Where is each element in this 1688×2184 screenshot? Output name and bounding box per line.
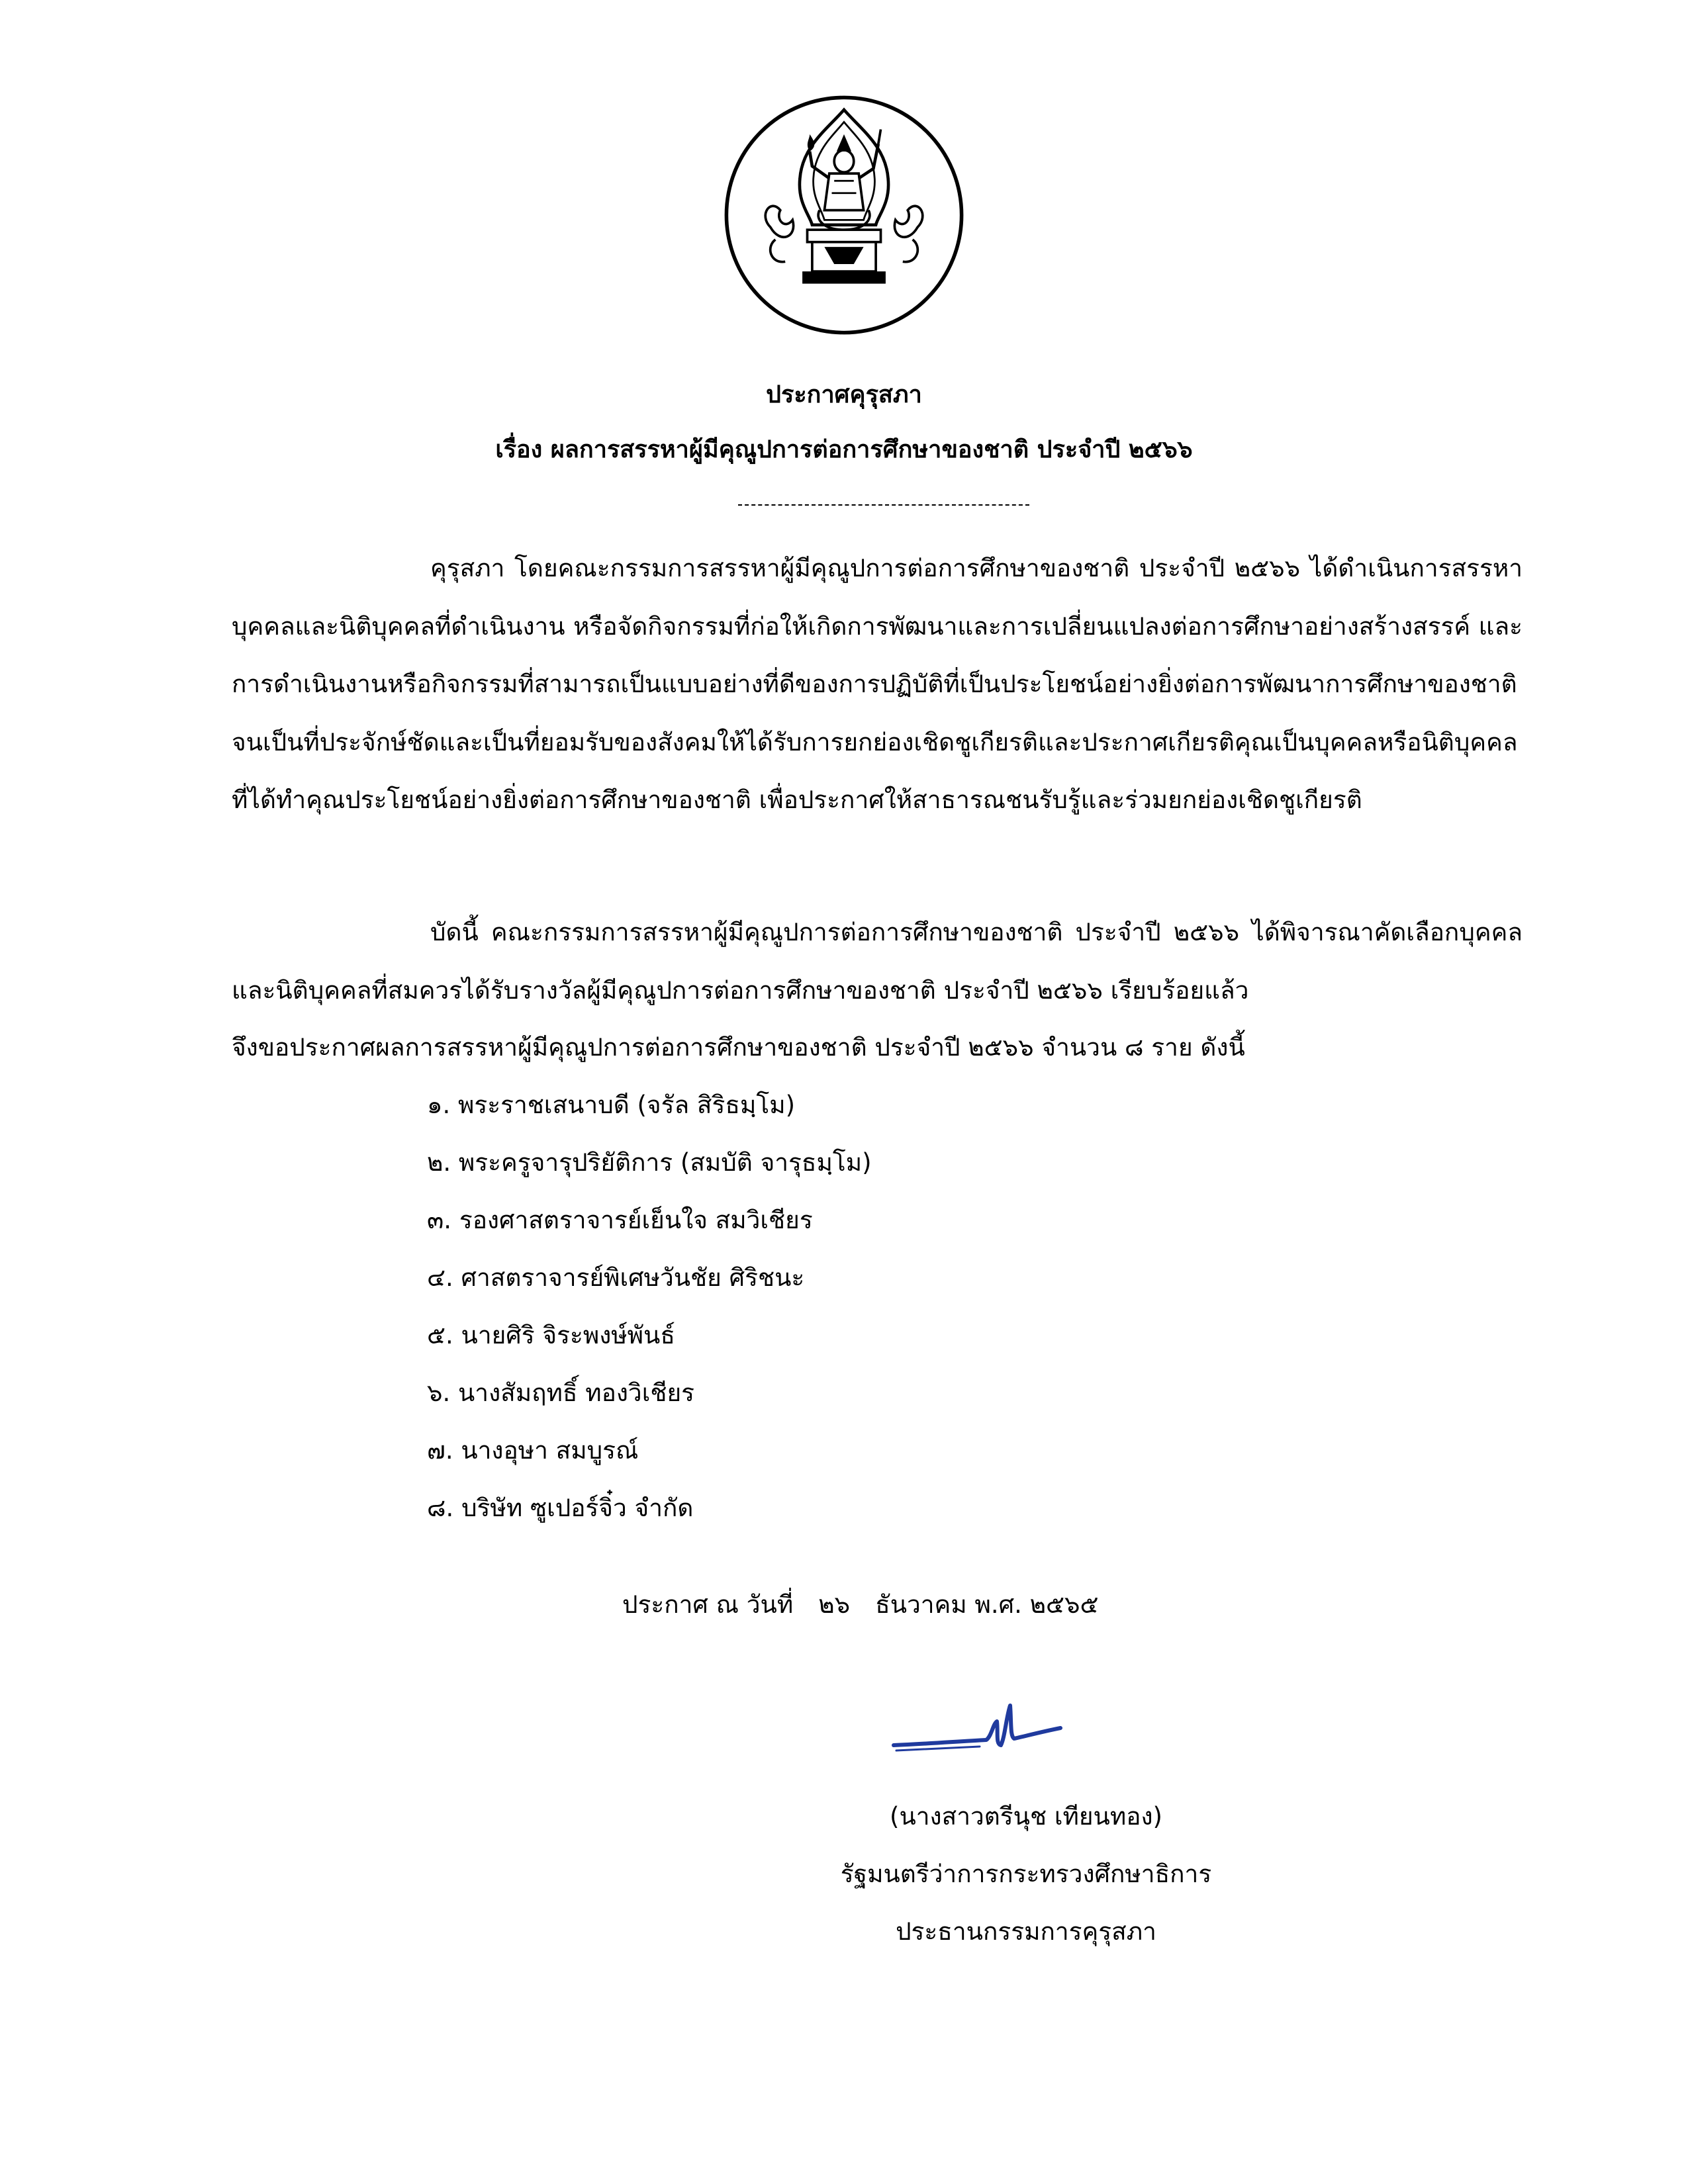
list-item: ๕. นายศิริ จิระพงษ์พันธ์ [427, 1321, 675, 1349]
handwritten-signature-icon [887, 1698, 1072, 1770]
list-item: ๔. ศาสตราจารย์พิเศษวันชัย ศิริชนะ [427, 1263, 805, 1292]
paragraph-result-text: บัดนี้ คณะกรรมการสรรหาผู้มีคุณูปการต่อการศึกษาของชาติ ประจำปี ๒๕๖๖ ได้พิจารณาคัดเลือกบุคคลและนิติบุคคลที่สมควรได้รับรางวัลผู้มีคุณูปการต่อการศึกษาของชาติ ประจำปี ๒๕๖๖ เรียบร้อยแล้ว [232, 918, 1523, 1005]
announcement-subject: เรื่อง ผลการสรรหาผู้มีคุณูปการต่อการศึกษาของชาติ ประจำปี ๒๕๖๖ [495, 436, 1193, 463]
paragraph-result-last-line: จึงขอประกาศผลการสรรหาผู้มีคุณูปการต่อการศึกษาของชาติ ประจำปี ๒๕๖๖ จำนวน ๘ ราย ดังนี้ [232, 1033, 1245, 1062]
list-item: ๑. พระราชเสนาบดี (จรัล สิริธมฺโม) [427, 1091, 796, 1119]
title-divider [738, 504, 1029, 506]
signer-role: ประธานกรรมการคุรุสภา [896, 1917, 1156, 1946]
announcement-title: ประกาศคุรุสภา [766, 381, 922, 408]
khurusapha-emblem-icon [722, 93, 966, 338]
list-item: ๗. นางอุษา สมบูรณ์ [427, 1436, 639, 1465]
date-month-year: ธันวาคม พ.ศ. ๒๕๖๕ [875, 1590, 1099, 1619]
paragraph-intro [232, 539, 1523, 829]
signer-name: (นางสาวตรีนุช เทียนทอง) [890, 1802, 1162, 1831]
list-item: ๒. พระครูจารุปริยัติการ (สมบัติ จารุธมฺโม) [427, 1148, 872, 1177]
list-item: ๓. รองศาสตราจารย์เย็นใจ สมวิเชียร [427, 1206, 813, 1234]
list-item: ๘. บริษัท ซูเปอร์จิ๋ว จำกัด [427, 1494, 694, 1522]
paragraph-result [232, 903, 1523, 1019]
signer-position: รัฐมนตรีว่าการกระทรวงศึกษาธิการ [840, 1860, 1212, 1888]
list-item: ๖. นางสัมฤทธิ์ ทองวิเชียร [427, 1379, 695, 1407]
date-day: ๒๖ [818, 1590, 851, 1619]
announcement-date [622, 1585, 1098, 1624]
date-prefix: ประกาศ ณ วันที่ [622, 1590, 794, 1619]
paragraph-intro-text: คุรุสภา โดยคณะกรรมการสรรหาผู้มีคุณูปการต่อการศึกษาของชาติ ประจำปี ๒๕๖๖ ได้ดำเนินการสรรหาบุคคลและนิติบุคคลที่ดำเนินงาน หรือจัดกิจกรรมที่ก่อให้เกิดการพัฒนาและการเปลี่ยนแปลงต่อการศึกษาอย่างสร้างสรรค์ และการดำเนินงานหรือกิจกรรมที่สามารถเป็นแบบอย่างที่ดีของการปฏิบัติที่เป็นประโยชน์อย่างยิ่งต่อการพัฒนาการศึกษาของชาติ จนเป็นที่ประจักษ์ชัดและเป็นที่ยอมรับของสังคมให้ได้รับการยกย่องเชิดชูเกียรติและประกาศเกียรติคุณเป็นบุคคลหรือนิติบุคคลที่ได้ทำคุณประโยชน์อย่างยิ่งต่อการศึกษาของชาติ เพื่อประกาศให้สาธารณชนรับรู้และร่วมยกย่องเชิดชูเกียรติ [232, 554, 1523, 815]
awardee-list [427, 1076, 872, 1537]
